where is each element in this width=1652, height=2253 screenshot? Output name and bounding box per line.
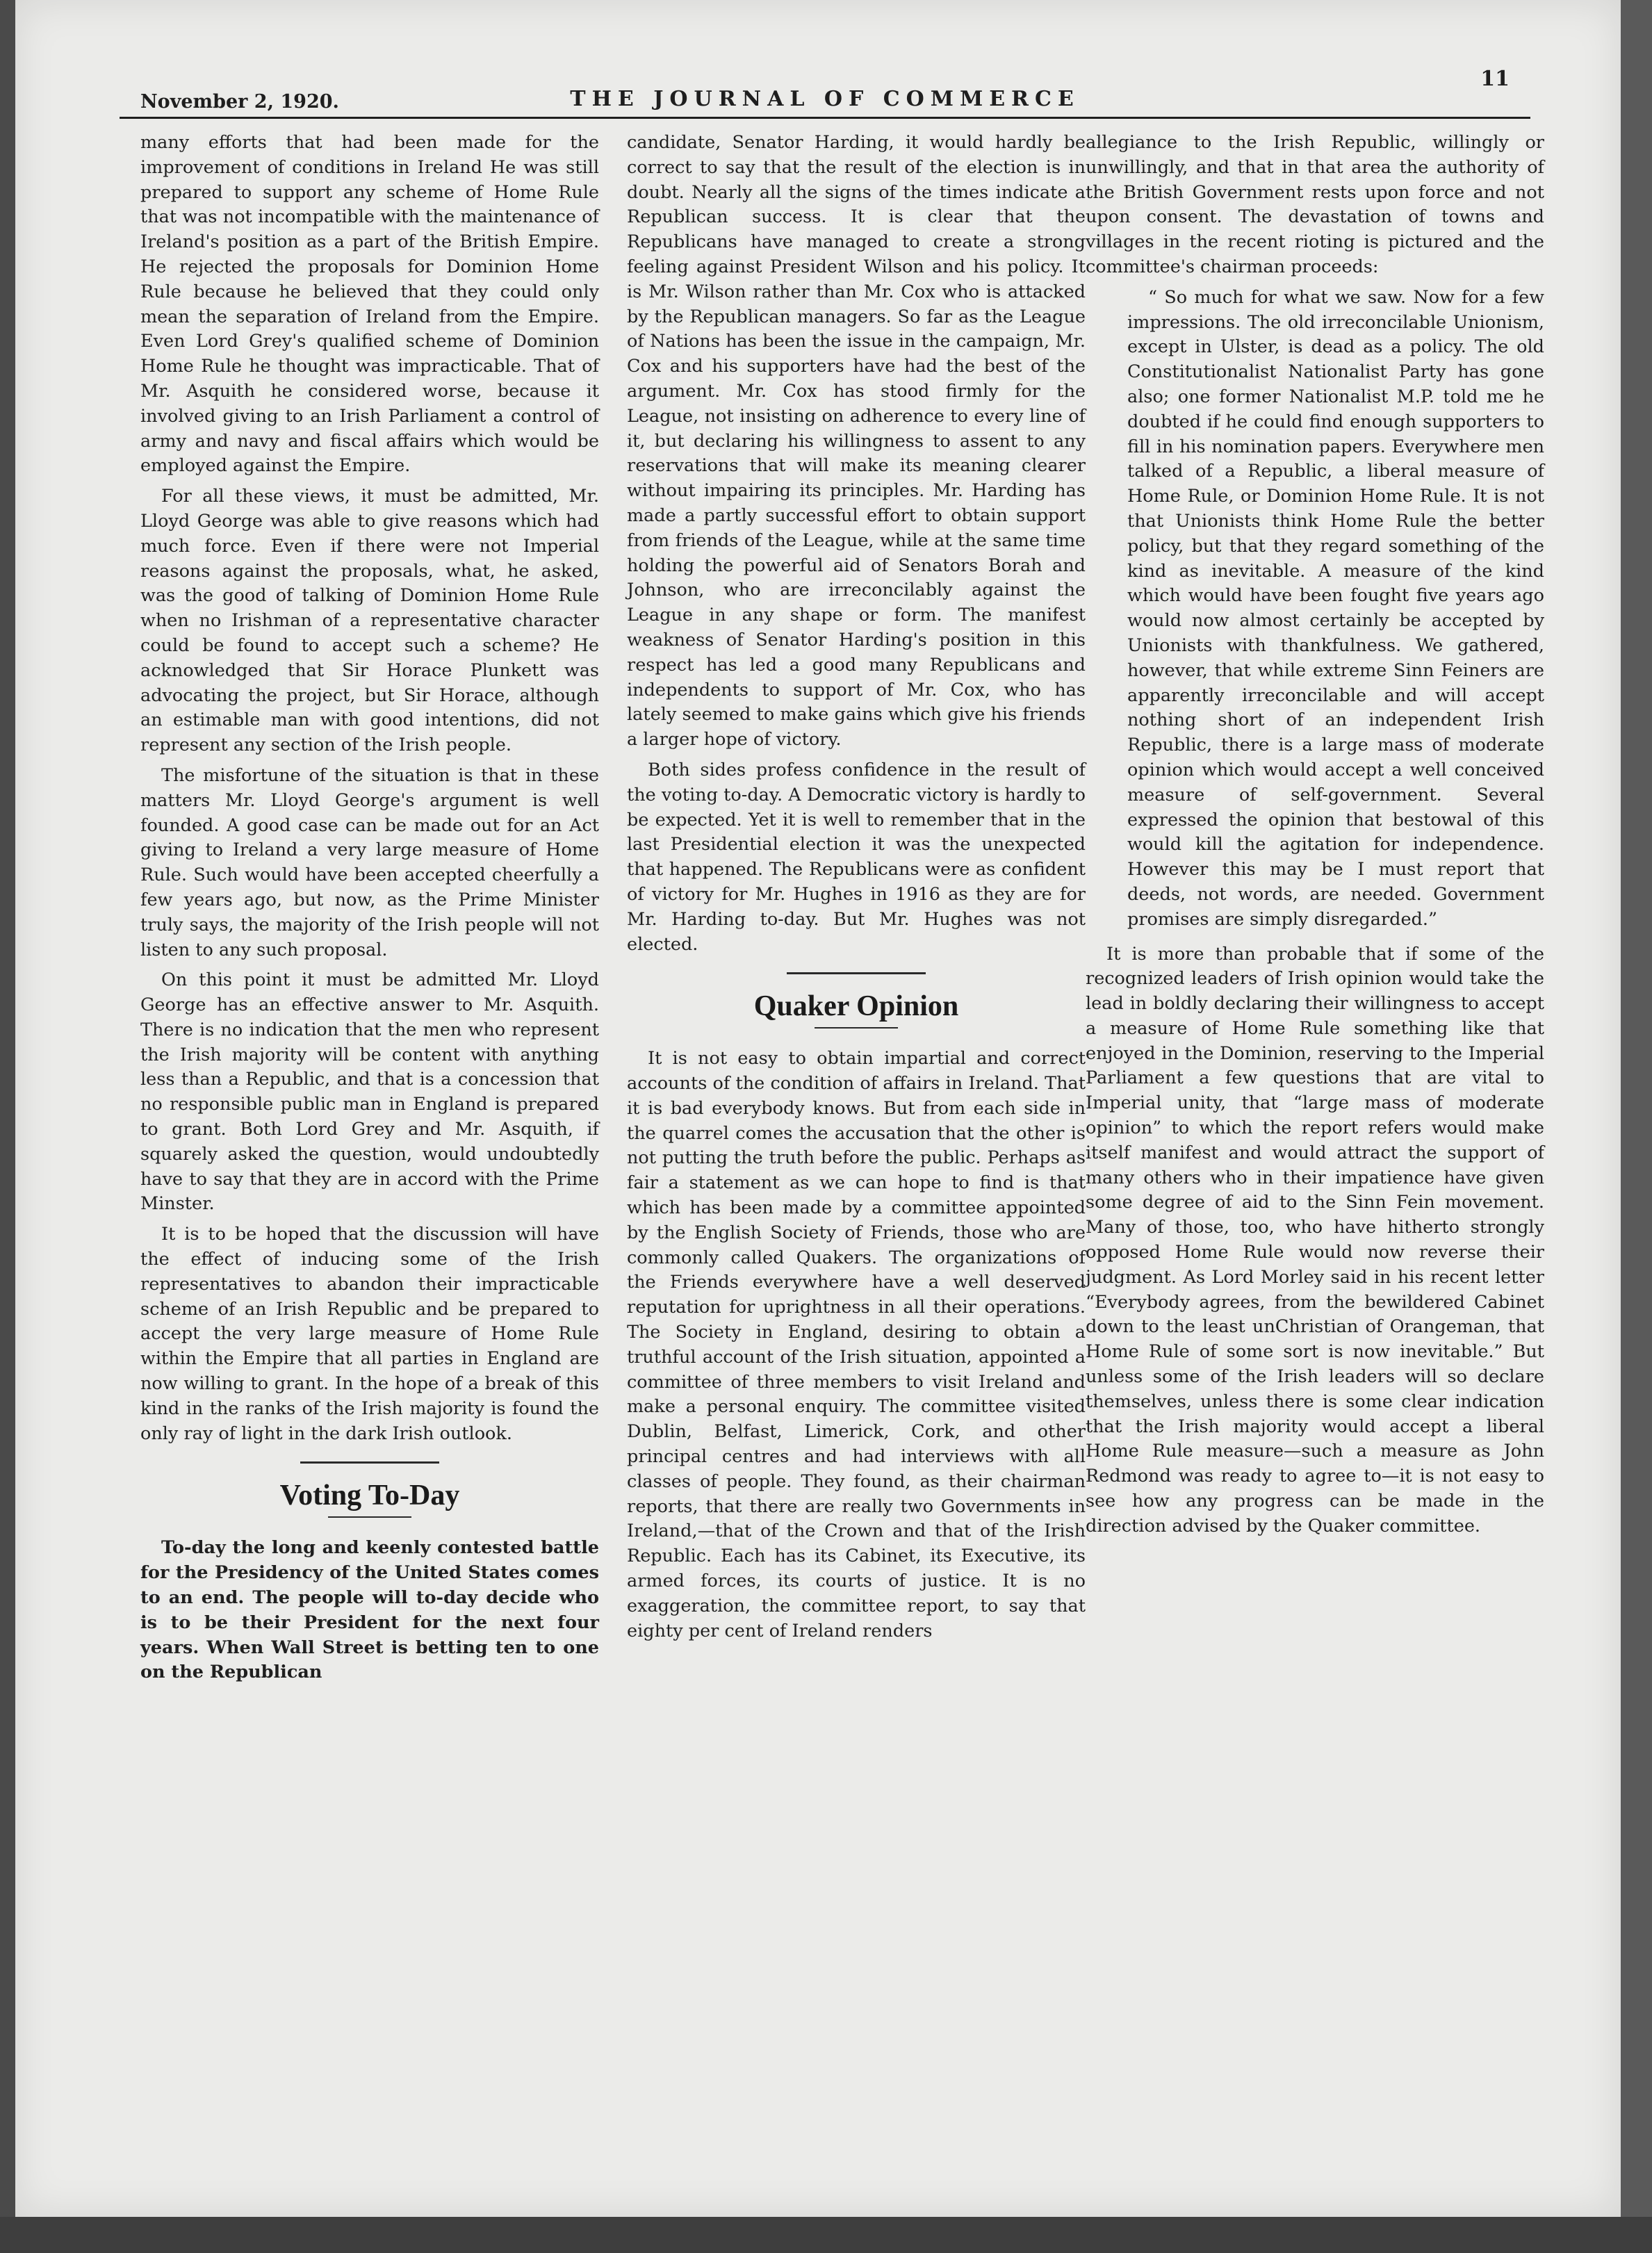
paragraph: It is more than probable that if some of the recognized leaders of Irish opinion would take the lead in boldly declaring their willingness to accept a measure of Home Rule something like that enjoyed in the Dominion, reserving to the Imperial Parliament a few questions that are vital to Imperial unity, that “large mass of moderate opinion” to which the report refers would make itself manifest and would attract the support of many others who in their impatience have given some degree of aid to the Sinn Fein movement. Many of those, too, who have hitherto strongly opposed Home Rule would now reverse their judgment. As Lord Morley said in his recent letter “Everybody agrees, from the bewildered Cabinet down to the least unChristian of Orangeman, that Home Rule of some sort is now inevitable.” But unless some of the Irish leaders will so declare themselves, unless there is some clear indication that the Irish majority would accept a liberal Home Rule measure—such a measure as John Redmond was ready to agree to—it is not easy to see how any progress can be made in the direction advised by the Quaker committee. <box>1086 943 1544 1537</box>
column-3 <box>1086 131 1544 1545</box>
paragraph: Both sides profess confidence in the result of the voting to-day. A Democratic victory is hardly to be expected. Yet it is well to remember that in the last Presidential election it was the unexpected that happened. The Republicans were as confident of victory for Mr. Hughes in 1916 as they are for Mr. Harding to-day. But Mr. Hughes was not elected. <box>627 759 1086 955</box>
section-divider <box>300 1461 439 1464</box>
page-header <box>120 67 1530 119</box>
paragraph: many efforts that had been made for the improvement of conditions in Ireland He was still prepared to support any scheme of Home Rule that was not incompatible with the maintenance of Ireland's position as a part of the British Empire. He rejected the proposals for Dominion Home Rule because he believed that they could only mean the separation of Ireland from the Empire. Even Lord Grey's qualified scheme of Dominion Home Rule he thought was impracticable. That of Mr. Asquith he considered worse, because it involved giving to an Irish Parliament a control of army and navy and fiscal affairs which would be employed against the Empire. <box>140 132 599 477</box>
heading-underline <box>328 1516 411 1518</box>
paragraph: It is not easy to obtain impartial and correct accounts of the condition of affairs in Ireland. That it is bad everybody knows. But from each side in the quarrel comes the accusation that the other is not putting the truth before the public. Perhaps as fair a statement as we can hope to find is that which has been made by a committee appointed by the English Society of Friends, those who are commonly called Quakers. The organizations of the Friends everywhere have a well deserved reputation for uprightness in all their operations. The Society in England, desiring to obtain a truthful account of the Irish situation, appointed a committee of three members to visit Ireland and make a personal enquiry. The committee visited Dublin, Belfast, Limerick, Cork, and other principal centres and had interviews with all classes of people. They found, as their chairman reports, that there are really two Governments in Ireland,—that of the Crown and that of the Irish Republic. Each has its Cabinet, its Executive, its armed forces, its courts of justice. It is no exaggeration, the committee report, to say that eighty per cent of Ireland renders <box>627 1048 1086 1641</box>
report-quote <box>1127 286 1544 933</box>
column-1 <box>140 131 599 1691</box>
heading-underline <box>815 1027 898 1029</box>
issue-date: November 2, 1920. <box>140 91 339 113</box>
paragraph: To-day the long and keenly contested battle for the Presidency of the United States comes to an end. The people will to-day decide who is to be their President for the next four years. When Wall Street is betting ten to one on the Republican <box>140 1537 599 1683</box>
masthead-title: THE JOURNAL OF COMMERCE <box>570 87 1080 111</box>
paragraph: It is to be hoped that the discussion will have the effect of inducing some of the Irish representatives to abandon their impracticable scheme of an Irish Republic and be prepared to accept the very large measure of Home Rule within the Empire that all parties in England are now willing to grant. In the hope of a break of this kind in the ranks of the Irish majority is found the only ray of light in the dark Irish outlook. <box>140 1224 599 1444</box>
newspaper-page <box>15 0 1621 2217</box>
paragraph: On this point it must be admitted Mr. Lloyd George has an effective answer to Mr. Asquith. There is no indication that the men who represent the Irish majority will be content with anything less than a Republic, and that is a concession that no responsible public man in England is prepared to grant. Both Lord Grey and Mr. Asquith, if squarely asked the question, would undoubtedly have to say that they are in accord with the Prime Minster. <box>140 969 599 1215</box>
paragraph: candidate, Senator Harding, it would hardly be correct to say that the result of the election is in doubt. Nearly all the signs of the times indicate a Republican success. It is clear that the Republicans have managed to create a strong feeling against President Wilson and his policy. It is Mr. Wilson rather than Mr. Cox who is attacked by the Republican managers. So far as the League of Nations has been the issue in the campaign, Mr. Cox and his supporters have had the best of the argument. Mr. Cox has stood firmly for the League, not insisting on adherence to every line of it, but declaring his willingness to assent to any reservations that will make its meaning clearer without impairing its principles. Mr. Harding has made a partly successful effort to obtain support from friends of the League, while at the same time holding the powerful aid of Senators Borah and Johnson, who are irreconcilably against the League in any shape or form. The manifest weakness of Senator Harding's position in this respect has led a good many Republicans and independents to support of Mr. Cox, who has lately seemed to make gains which give his friends a larger hope of victory. <box>627 132 1086 751</box>
section-heading-quaker: Quaker Opinion <box>753 990 959 1023</box>
paragraph: The misfortune of the situation is that in these matters Mr. Lloyd George's argument is well founded. A good case can be made out for an Act giving to Ireland a very large measure of Home Rule. Such would have been accepted cheerfully a few years ago, but now, as the Prime Minister truly says, the majority of the Irish people will not listen to any such proposal. <box>140 764 599 960</box>
quote-text: “ So much for what we saw. Now for a few impressions. The old irreconcilable Unionism, except in Ulster, is dead as a policy. The old Constitutionalist Nationalist Party has gone also; one former Nationalist M.P. told me he doubted if he could find enough supporters to fill in his nomination papers. Everywhere men talked of a Republic, a liberal measure of Home Rule, or Dominion Home Rule. It is not that Unionists think Home Rule the better policy, but that they regard something of the kind as inevitable. A measure of the kind which would have been fought five years ago would now almost certainly be accepted by Unionists with thankfulness. We gathered, however, that while extreme Sinn Feiners are apparently irreconcilable and will accept nothing short of an independent Irish Republic, there is a large mass of moderate opinion which would accept a well conceived measure of self-government. Several expressed the opinion that bestowal of this would kill the agitation for independence. However this may be I must report that deeds, not words, are needed. Government promises are simply disregarded.” <box>1127 286 1544 930</box>
section-divider <box>787 972 926 974</box>
scan-edge-bottom <box>0 2217 1652 2253</box>
scan-edge-right <box>1621 0 1652 2253</box>
paragraph: allegiance to the Irish Republic, willingly or unwillingly, and that in that area the authority of the British Government rests upon force and not upon consent. The devastation of towns and villages in the recent rioting is pictured and the committee's chairman proceeds: <box>1086 132 1544 277</box>
paragraph: For all these views, it must be admitted, Mr. Lloyd George was able to give reasons which had much force. Even if there were not Imperial reasons against the proposals, what, he asked, was the good of talking of Dominion Home Rule when no Irishman of a representative character could be found to accept such a scheme? He acknowledged that Sir Horace Plunkett was advocating the project, but Sir Horace, although an estimable man with good intentions, did not represent any section of the Irish people. <box>140 486 599 756</box>
page-number: 11 <box>1480 67 1510 91</box>
section-heading-voting: Voting To-Day <box>279 1480 460 1512</box>
column-2 <box>627 131 1086 1649</box>
